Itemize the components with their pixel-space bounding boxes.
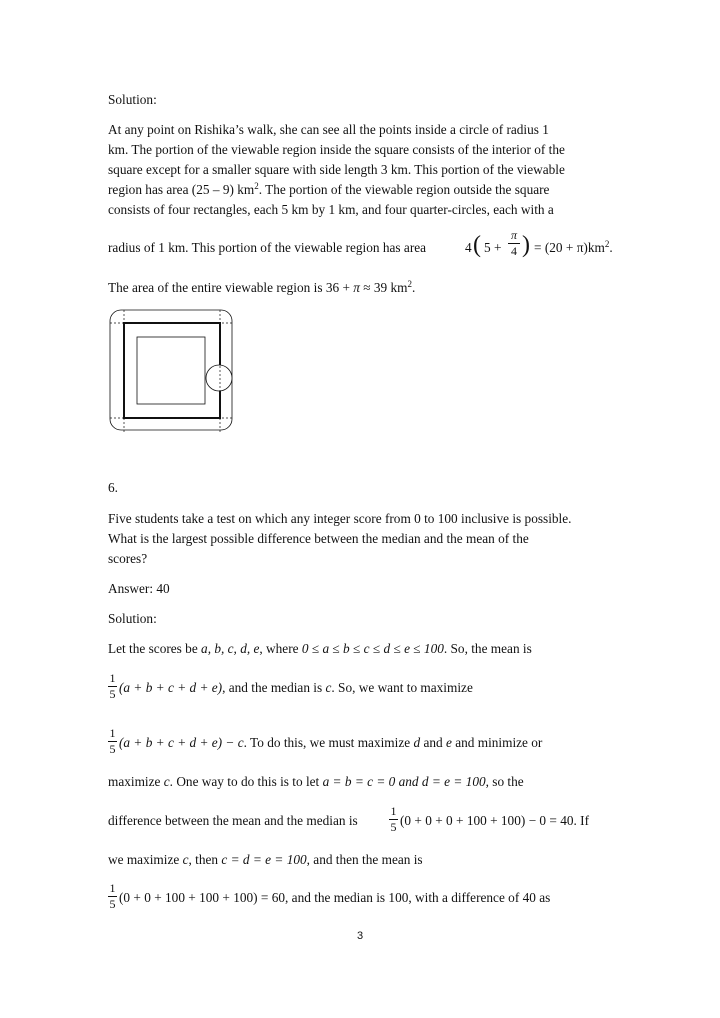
paragraph-line: we maximize c, then c = d = e = 100, and then the mean is [108, 852, 423, 867]
solution-heading-1: Solution: [108, 92, 157, 107]
answer-line: Answer: 40 [108, 581, 170, 596]
math-fraction: π 4 [508, 229, 520, 258]
math-fraction: 1 5 [109, 671, 116, 701]
math-paren-close: ) [522, 232, 530, 258]
math-fraction: 1 5 [390, 804, 397, 834]
paragraph-line: radius of 1 km. This portion of the viewable region has area [108, 240, 427, 255]
paragraph-line: At any point on Rishika’s walk, she can see all the points inside a circle of radius 1 [108, 122, 549, 137]
math-expression: = $(20 + \pi)km^2$. [534, 239, 613, 255]
paragraph-line: region has area (25 – 9) $km^2$. The portion of the viewable region outside the square [108, 181, 550, 197]
problem-line: What is the largest possible difference between the median and the mean of the [108, 531, 529, 546]
viewable-region-diagram [108, 308, 236, 434]
math-fraction: 1 5 [109, 881, 116, 911]
math-paren-open: ( [473, 232, 481, 258]
inner-square [137, 337, 205, 404]
paragraph-line: (a + b + c + d + e) − c. To do this, we must maximize d and e and minimize or [119, 735, 543, 750]
paragraph-line: maximize c. One way to do this is to let a = b = c = 0 and d = e = 100, so the [108, 774, 524, 789]
paragraph-line: square except for a smaller square with side length 3 km. This portion of the viewable [108, 162, 565, 177]
paragraph-line: Let the scores be a, b, c, d, e, where 0 ≤ a ≤ b ≤ c ≤ d ≤ e ≤ 100. So, the mean is [108, 641, 532, 656]
paragraph-line: km. The portion of the viewable region inside the square consists of the interior of the [108, 142, 565, 157]
math-fraction: 1 5 [109, 726, 116, 756]
paragraph-line: difference between the mean and the median is [108, 813, 358, 828]
math-expression: (0 + 0 + 0 + 100 + 100) − 0 = 40. If [400, 813, 590, 828]
math-coefficient: 4 [465, 240, 472, 255]
paragraph-line: (a + b + c + d + e), and the median is c. So, we want to maximize [119, 680, 473, 695]
problem-line: Five students take a test on which any integer score from 0 to 100 inclusive is possible. [108, 511, 572, 526]
paragraph-line: (0 + 0 + 100 + 100 + 100) = 60, and the median is 100, with a difference of 40 as [119, 890, 551, 905]
solution-heading-2: Solution: [108, 611, 157, 626]
math-expression: 5 + [484, 240, 502, 255]
problem-number: 6. [108, 480, 118, 495]
problem-line: scores? [108, 551, 148, 566]
page-number: 3 [356, 930, 364, 942]
view-circle [206, 365, 232, 391]
paragraph-line: consists of four rectangles, each 5 km by 1 km, and four quarter-circles, each with a [108, 202, 554, 217]
paragraph-line: The area of the entire viewable region is 36 + π ≈ 39 $km^2$. [108, 279, 416, 295]
